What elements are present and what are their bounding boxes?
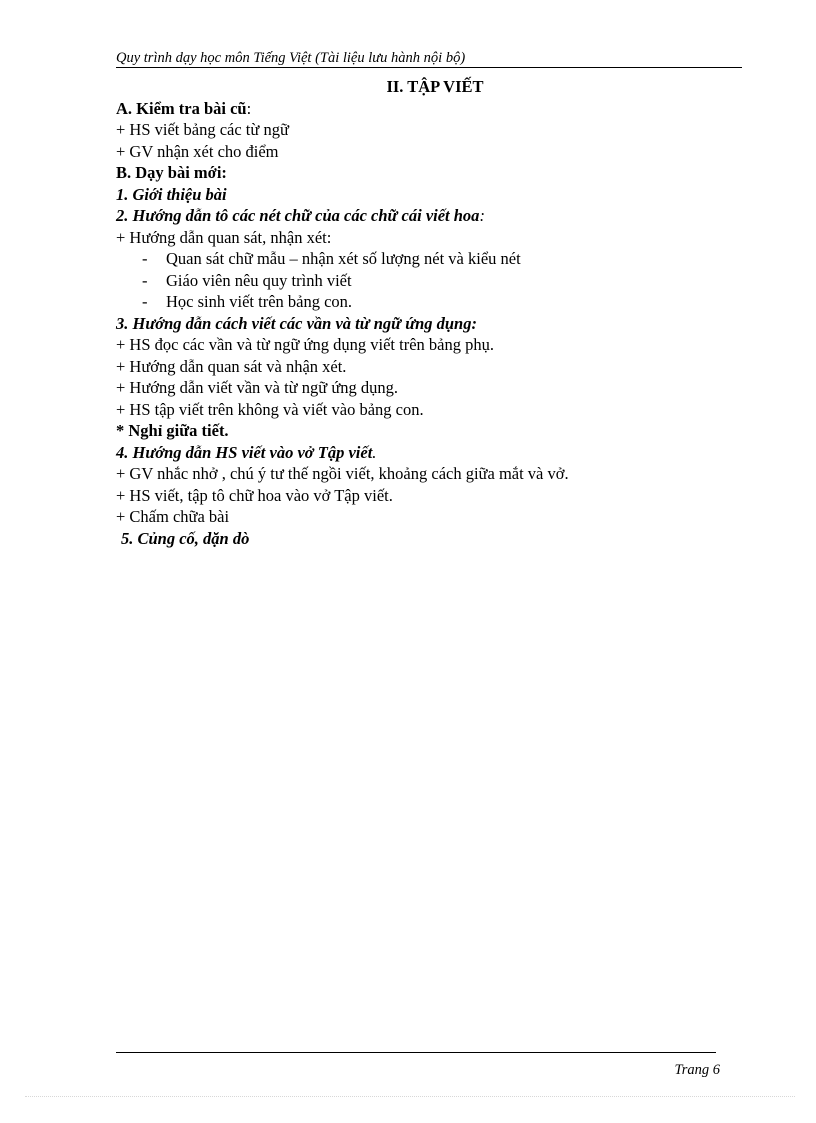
break-note: * Nghỉ giữa tiết. xyxy=(116,421,229,440)
step-3-item: + Hướng dẫn viết vần và từ ngữ ứng dụng. xyxy=(116,378,399,397)
step-5-heading: 5. Củng cố, dặn dò xyxy=(121,528,250,548)
page-number: Trang 6 xyxy=(674,1062,720,1078)
sub-item-text: Học sinh viết trên bảng con. xyxy=(166,292,353,311)
step-2-heading-suffix: : xyxy=(479,206,485,225)
part-b-heading: B. Dạy bài mới: xyxy=(116,163,227,182)
document-body xyxy=(116,76,746,549)
step-2-heading-line xyxy=(116,205,746,227)
step-4-heading: 4. Hướng dẫn HS viết vào vở Tập viết xyxy=(116,442,373,462)
step-3-item: + HS tập viết trên không và viết vào bảng con. xyxy=(116,399,424,419)
page-header: Quy trình dạy học môn Tiếng Việt (Tài liệu lưu hành nội bộ) xyxy=(116,50,466,66)
step-4-item: + GV nhắc nhở , chú ý tư thế ngồi viết, khoảng cách giữa mắt và vở. xyxy=(116,464,569,483)
part-a-item: + HS viết bảng các từ ngữ xyxy=(116,120,289,139)
step-3-item: + Hướng dẫn quan sát và nhận xét. xyxy=(116,356,347,376)
footer-divider xyxy=(116,1052,716,1053)
page-bottom-border xyxy=(25,1096,795,1097)
step-3-item: + HS đọc các vần và từ ngữ ứng dụng viết trên bảng phụ. xyxy=(116,335,494,354)
part-a-heading-line xyxy=(116,98,746,120)
header-divider xyxy=(116,67,742,68)
dash-bullet: - xyxy=(142,270,148,290)
dash-bullet: - xyxy=(142,249,148,268)
step-4-heading-suffix: . xyxy=(372,442,377,462)
sub-item-text: Quan sát chữ mẫu – nhận xét số lượng nét và kiểu nét xyxy=(166,249,521,268)
section-title: II. TẬP VIẾT xyxy=(386,77,484,96)
step-4-item: + HS viết, tập tô chữ hoa vào vở Tập viết. xyxy=(116,485,393,505)
step-2-sub-item xyxy=(116,291,746,313)
dash-bullet: - xyxy=(142,292,148,311)
part-a-heading-suffix: : xyxy=(246,98,252,118)
part-a-item: + GV nhận xét cho điểm xyxy=(116,141,279,161)
step-2-heading: 2. Hướng dẫn tô các nét chữ của các chữ cái viết hoa xyxy=(116,206,480,225)
step-3-heading: 3. Hướng dẫn cách viết các vần và từ ngữ ứng dụng: xyxy=(116,313,477,333)
step-2-intro: + Hướng dẫn quan sát, nhận xét: xyxy=(116,227,332,247)
step-4-heading-line xyxy=(116,442,746,464)
step-1-heading: 1. Giới thiệu bài xyxy=(116,184,227,204)
step-4-item: + Chấm chữa bài xyxy=(116,507,230,526)
step-2-sub-item xyxy=(116,248,746,270)
step-2-sub-item xyxy=(116,270,746,292)
sub-item-text: Giáo viên nêu quy trình viết xyxy=(166,270,352,290)
part-a-heading: A. Kiểm tra bài cũ xyxy=(116,98,247,118)
